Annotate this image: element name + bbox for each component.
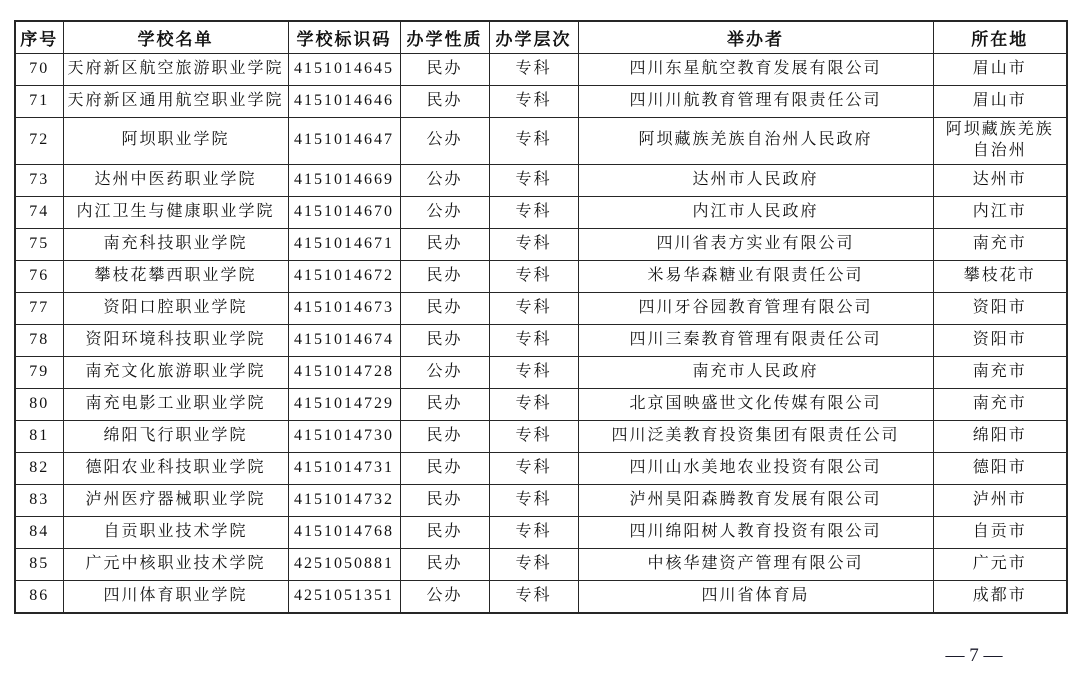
cell-ownership: 民办: [400, 516, 489, 548]
cell-level: 专科: [489, 260, 578, 292]
cell-school-name: 广元中核职业技术学院: [63, 548, 288, 580]
cell-index: 81: [15, 420, 63, 452]
cell-level: 专科: [489, 452, 578, 484]
cell-location: 攀枝花市: [933, 260, 1067, 292]
cell-organizer: 达州市人民政府: [578, 164, 933, 196]
cell-ownership: 民办: [400, 484, 489, 516]
cell-ownership: 民办: [400, 260, 489, 292]
table-row: [15, 516, 1067, 548]
cell-ownership: 民办: [400, 388, 489, 420]
cell-ownership: 公办: [400, 196, 489, 228]
cell-ownership: 民办: [400, 54, 489, 86]
table-row: [15, 452, 1067, 484]
cell-location: 成都市: [933, 580, 1067, 613]
table-row: [15, 420, 1067, 452]
page-number: — 7 —: [945, 645, 1003, 666]
cell-level: 专科: [489, 118, 578, 165]
cell-location: 南充市: [933, 356, 1067, 388]
cell-ownership: 民办: [400, 86, 489, 118]
school-list-table: [14, 20, 1068, 614]
table-header-row: [15, 21, 1067, 54]
cell-index: 84: [15, 516, 63, 548]
table-row: [15, 86, 1067, 118]
table-row: [15, 580, 1067, 613]
cell-index: 71: [15, 86, 63, 118]
cell-ownership: 民办: [400, 228, 489, 260]
cell-school-code: 4151014645: [288, 54, 400, 86]
cell-school-code: 4151014729: [288, 388, 400, 420]
cell-location: 阿坝藏族羌族自治州: [933, 118, 1067, 165]
column-header-3: 办学性质: [400, 21, 489, 54]
cell-level: 专科: [489, 86, 578, 118]
cell-index: 72: [15, 118, 63, 165]
cell-school-name: 南充电影工业职业学院: [63, 388, 288, 420]
column-header-2: 学校标识码: [288, 21, 400, 54]
table-row: [15, 324, 1067, 356]
cell-index: 86: [15, 580, 63, 613]
cell-organizer: 四川泛美教育投资集团有限责任公司: [578, 420, 933, 452]
cell-school-code: 4151014732: [288, 484, 400, 516]
cell-ownership: 民办: [400, 292, 489, 324]
cell-school-name: 四川体育职业学院: [63, 580, 288, 613]
cell-school-name: 达州中医药职业学院: [63, 164, 288, 196]
cell-organizer: 泸州昊阳森腾教育发展有限公司: [578, 484, 933, 516]
cell-ownership: 民办: [400, 548, 489, 580]
cell-school-name: 南充科技职业学院: [63, 228, 288, 260]
column-header-6: 所在地: [933, 21, 1067, 54]
cell-level: 专科: [489, 292, 578, 324]
cell-organizer: 四川省体育局: [578, 580, 933, 613]
cell-ownership: 公办: [400, 356, 489, 388]
cell-organizer: 四川东星航空教育发展有限公司: [578, 54, 933, 86]
cell-school-code: 4151014768: [288, 516, 400, 548]
cell-level: 专科: [489, 420, 578, 452]
cell-location: 达州市: [933, 164, 1067, 196]
cell-ownership: 民办: [400, 452, 489, 484]
cell-school-name: 德阳农业科技职业学院: [63, 452, 288, 484]
cell-school-name: 天府新区航空旅游职业学院: [63, 54, 288, 86]
cell-school-code: 4151014647: [288, 118, 400, 165]
cell-location: 德阳市: [933, 452, 1067, 484]
cell-location: 南充市: [933, 388, 1067, 420]
column-header-1: 学校名单: [63, 21, 288, 54]
cell-school-name: 攀枝花攀西职业学院: [63, 260, 288, 292]
cell-index: 70: [15, 54, 63, 86]
cell-organizer: 四川省表方实业有限公司: [578, 228, 933, 260]
table-row: [15, 484, 1067, 516]
cell-organizer: 米易华森糖业有限责任公司: [578, 260, 933, 292]
cell-school-code: 4251051351: [288, 580, 400, 613]
column-header-5: 举办者: [578, 21, 933, 54]
cell-level: 专科: [489, 324, 578, 356]
cell-level: 专科: [489, 484, 578, 516]
cell-location: 眉山市: [933, 86, 1067, 118]
cell-organizer: 四川牙谷园教育管理有限公司: [578, 292, 933, 324]
cell-organizer: 四川川航教育管理有限责任公司: [578, 86, 933, 118]
cell-index: 73: [15, 164, 63, 196]
cell-organizer: 内江市人民政府: [578, 196, 933, 228]
cell-organizer: 南充市人民政府: [578, 356, 933, 388]
cell-level: 专科: [489, 164, 578, 196]
cell-index: 77: [15, 292, 63, 324]
cell-index: 82: [15, 452, 63, 484]
table-row: [15, 118, 1067, 165]
table-row: [15, 292, 1067, 324]
cell-school-name: 南充文化旅游职业学院: [63, 356, 288, 388]
table-row: [15, 164, 1067, 196]
cell-ownership: 民办: [400, 324, 489, 356]
cell-index: 76: [15, 260, 63, 292]
cell-level: 专科: [489, 196, 578, 228]
cell-school-code: 4151014674: [288, 324, 400, 356]
cell-school-code: 4151014730: [288, 420, 400, 452]
cell-ownership: 公办: [400, 164, 489, 196]
cell-location: 绵阳市: [933, 420, 1067, 452]
cell-location: 广元市: [933, 548, 1067, 580]
cell-organizer: 北京国映盛世文化传媒有限公司: [578, 388, 933, 420]
cell-organizer: 中核华建资产管理有限公司: [578, 548, 933, 580]
cell-level: 专科: [489, 54, 578, 86]
column-header-0: 序号: [15, 21, 63, 54]
cell-level: 专科: [489, 516, 578, 548]
cell-school-name: 自贡职业技术学院: [63, 516, 288, 548]
cell-school-code: 4151014673: [288, 292, 400, 324]
cell-location: 眉山市: [933, 54, 1067, 86]
column-header-4: 办学层次: [489, 21, 578, 54]
cell-organizer: 四川山水美地农业投资有限公司: [578, 452, 933, 484]
table-row: [15, 356, 1067, 388]
cell-index: 79: [15, 356, 63, 388]
cell-school-name: 阿坝职业学院: [63, 118, 288, 165]
cell-level: 专科: [489, 356, 578, 388]
table-row: [15, 54, 1067, 86]
cell-location: 自贡市: [933, 516, 1067, 548]
cell-organizer: 四川绵阳树人教育投资有限公司: [578, 516, 933, 548]
cell-school-code: 4151014671: [288, 228, 400, 260]
cell-location: 南充市: [933, 228, 1067, 260]
cell-location: 资阳市: [933, 324, 1067, 356]
cell-index: 74: [15, 196, 63, 228]
table-row: [15, 260, 1067, 292]
cell-location: 泸州市: [933, 484, 1067, 516]
cell-index: 80: [15, 388, 63, 420]
cell-level: 专科: [489, 548, 578, 580]
cell-location: 内江市: [933, 196, 1067, 228]
cell-school-code: 4251050881: [288, 548, 400, 580]
table-row: [15, 196, 1067, 228]
cell-school-code: 4151014728: [288, 356, 400, 388]
cell-ownership: 公办: [400, 580, 489, 613]
cell-ownership: 民办: [400, 420, 489, 452]
cell-school-name: 资阳口腔职业学院: [63, 292, 288, 324]
cell-location: 资阳市: [933, 292, 1067, 324]
cell-level: 专科: [489, 388, 578, 420]
cell-school-name: 内江卫生与健康职业学院: [63, 196, 288, 228]
cell-ownership: 公办: [400, 118, 489, 165]
cell-school-name: 资阳环境科技职业学院: [63, 324, 288, 356]
cell-organizer: 四川三秦教育管理有限责任公司: [578, 324, 933, 356]
cell-school-code: 4151014731: [288, 452, 400, 484]
cell-school-name: 天府新区通用航空职业学院: [63, 86, 288, 118]
table-body: [15, 54, 1067, 613]
cell-school-code: 4151014672: [288, 260, 400, 292]
table-row: [15, 548, 1067, 580]
cell-index: 83: [15, 484, 63, 516]
table-row: [15, 228, 1067, 260]
cell-school-name: 绵阳飞行职业学院: [63, 420, 288, 452]
cell-index: 78: [15, 324, 63, 356]
cell-school-code: 4151014670: [288, 196, 400, 228]
cell-index: 85: [15, 548, 63, 580]
cell-level: 专科: [489, 580, 578, 613]
cell-school-code: 4151014646: [288, 86, 400, 118]
table-row: [15, 388, 1067, 420]
cell-index: 75: [15, 228, 63, 260]
cell-school-code: 4151014669: [288, 164, 400, 196]
cell-organizer: 阿坝藏族羌族自治州人民政府: [578, 118, 933, 165]
cell-school-name: 泸州医疗器械职业学院: [63, 484, 288, 516]
cell-level: 专科: [489, 228, 578, 260]
